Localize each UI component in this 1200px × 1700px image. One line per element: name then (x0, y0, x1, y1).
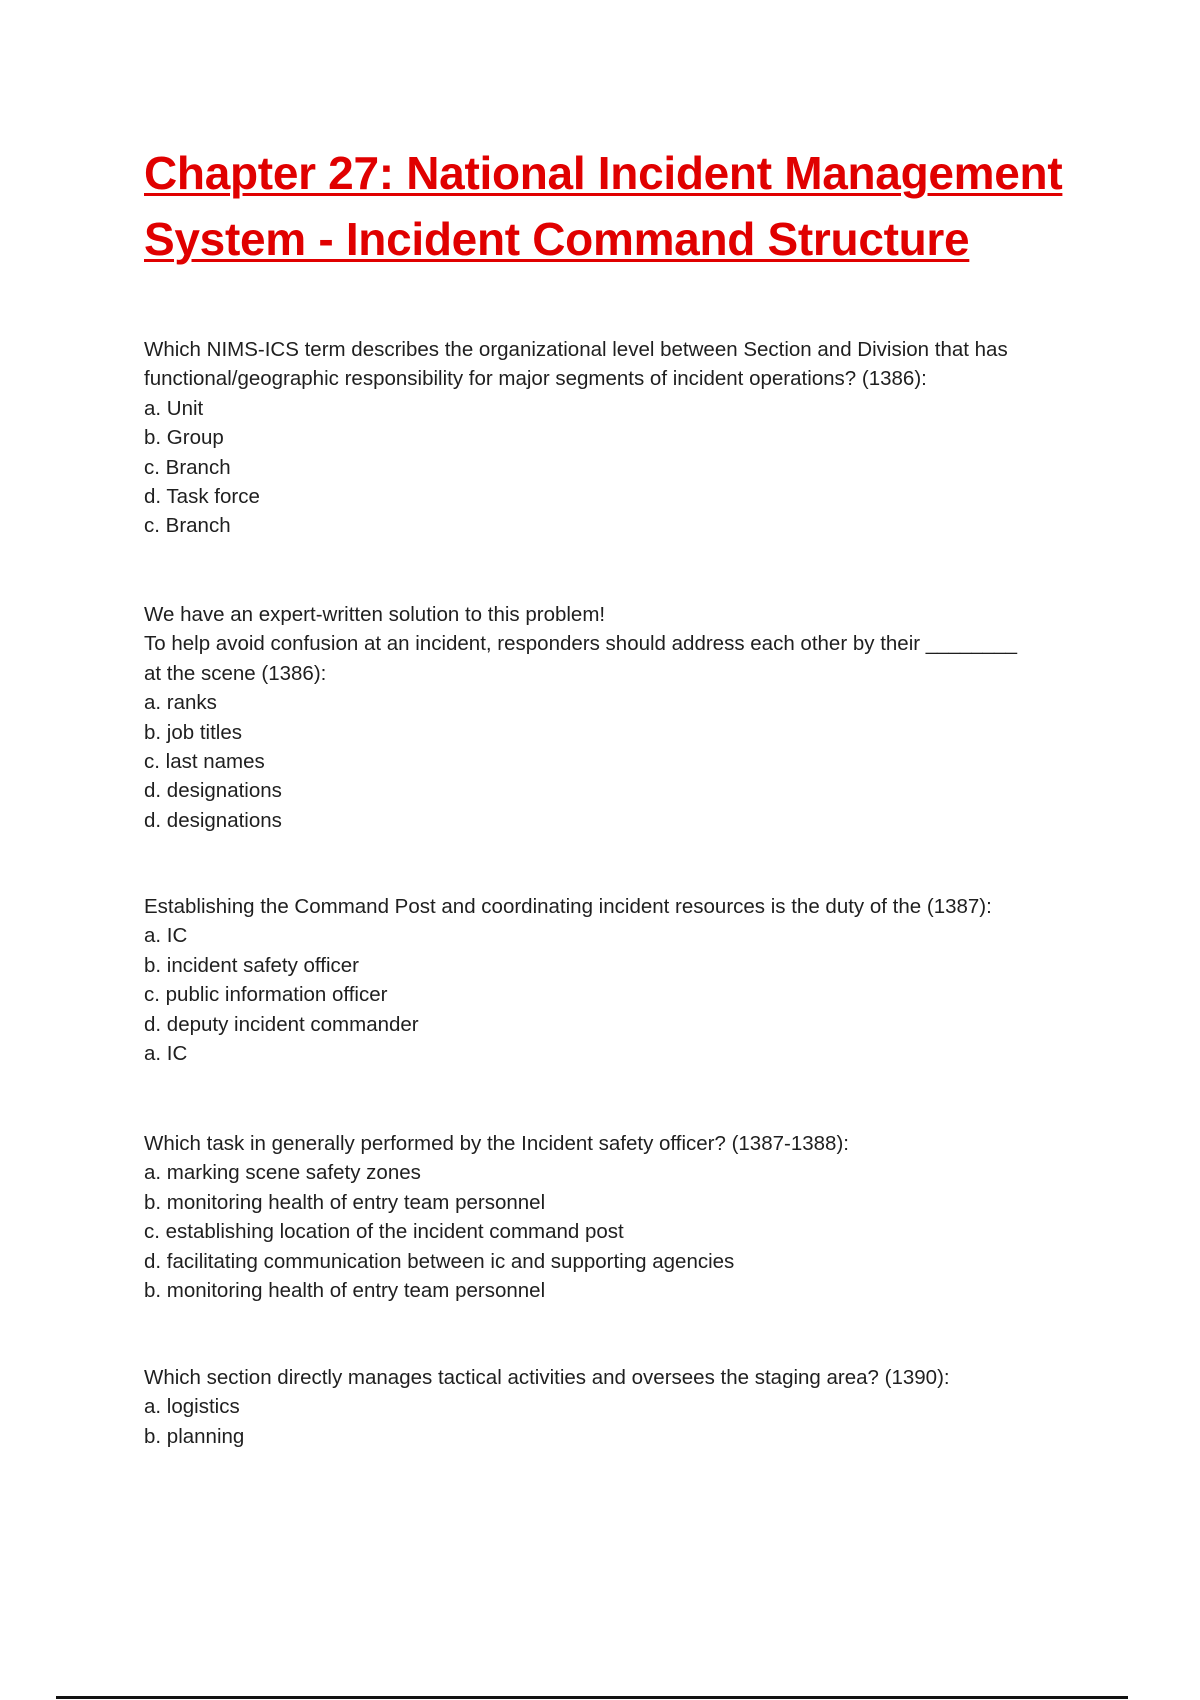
option: a. logistics (144, 1395, 240, 1419)
option: a. IC (144, 924, 188, 948)
answer: b. monitoring health of entry team personnel (144, 1279, 546, 1303)
chapter-title (144, 140, 1062, 272)
question-text: Which task in generally performed by the Incident safety officer? (1387-1388): (144, 1132, 849, 1155)
answer: c. Branch (144, 514, 231, 538)
question-block (144, 1129, 849, 1305)
option: d. deputy incident commander (144, 1012, 419, 1036)
question-block (144, 1363, 950, 1451)
answer: a. IC (144, 1042, 188, 1066)
option: a. ranks (144, 691, 217, 715)
option: d. designations (144, 779, 282, 803)
option: b. planning (144, 1424, 245, 1448)
option: d. Task force (144, 485, 260, 509)
question-block (144, 600, 1017, 835)
option: b. monitoring health of entry team personnel (144, 1190, 546, 1214)
question-text: We have an expert-written solution to this problem! (144, 603, 606, 626)
question-text: Which section directly manages tactical activities and oversees the staging area? (1390): (144, 1366, 950, 1389)
page-bottom-divider (56, 1696, 1128, 1699)
option: a. marking scene safety zones (144, 1161, 421, 1185)
option: c. last names (144, 750, 265, 774)
question-text: functional/geographic responsibility for major segments of incident operations? (1386): (144, 367, 927, 391)
answer: d. designations (144, 808, 282, 832)
option: c. public information officer (144, 983, 388, 1007)
option: b. incident safety officer (144, 953, 359, 977)
option: c. Branch (144, 455, 231, 479)
title-line: Chapter 27: National Incident Management (144, 147, 1063, 199)
option: a. Unit (144, 396, 204, 420)
option: d. facilitating communication between ic and supporting agencies (144, 1249, 735, 1273)
option: b. job titles (144, 720, 242, 744)
question-text: at the scene (1386): (144, 661, 327, 685)
title-line: System - Incident Command Structure (144, 213, 970, 265)
option: b. Group (144, 426, 224, 450)
question-text: Establishing the Command Post and coordinating incident resources is the duty of the (1387): (144, 895, 992, 918)
question-block (144, 335, 1008, 541)
question-block (144, 892, 992, 1068)
option: c. establishing location of the incident command post (144, 1220, 624, 1244)
question-text: Which NIMS-ICS term describes the organizational level between Section and Division that has (144, 338, 1008, 361)
question-text: To help avoid confusion at an incident, responders should address each other by their ________ (144, 632, 1017, 656)
